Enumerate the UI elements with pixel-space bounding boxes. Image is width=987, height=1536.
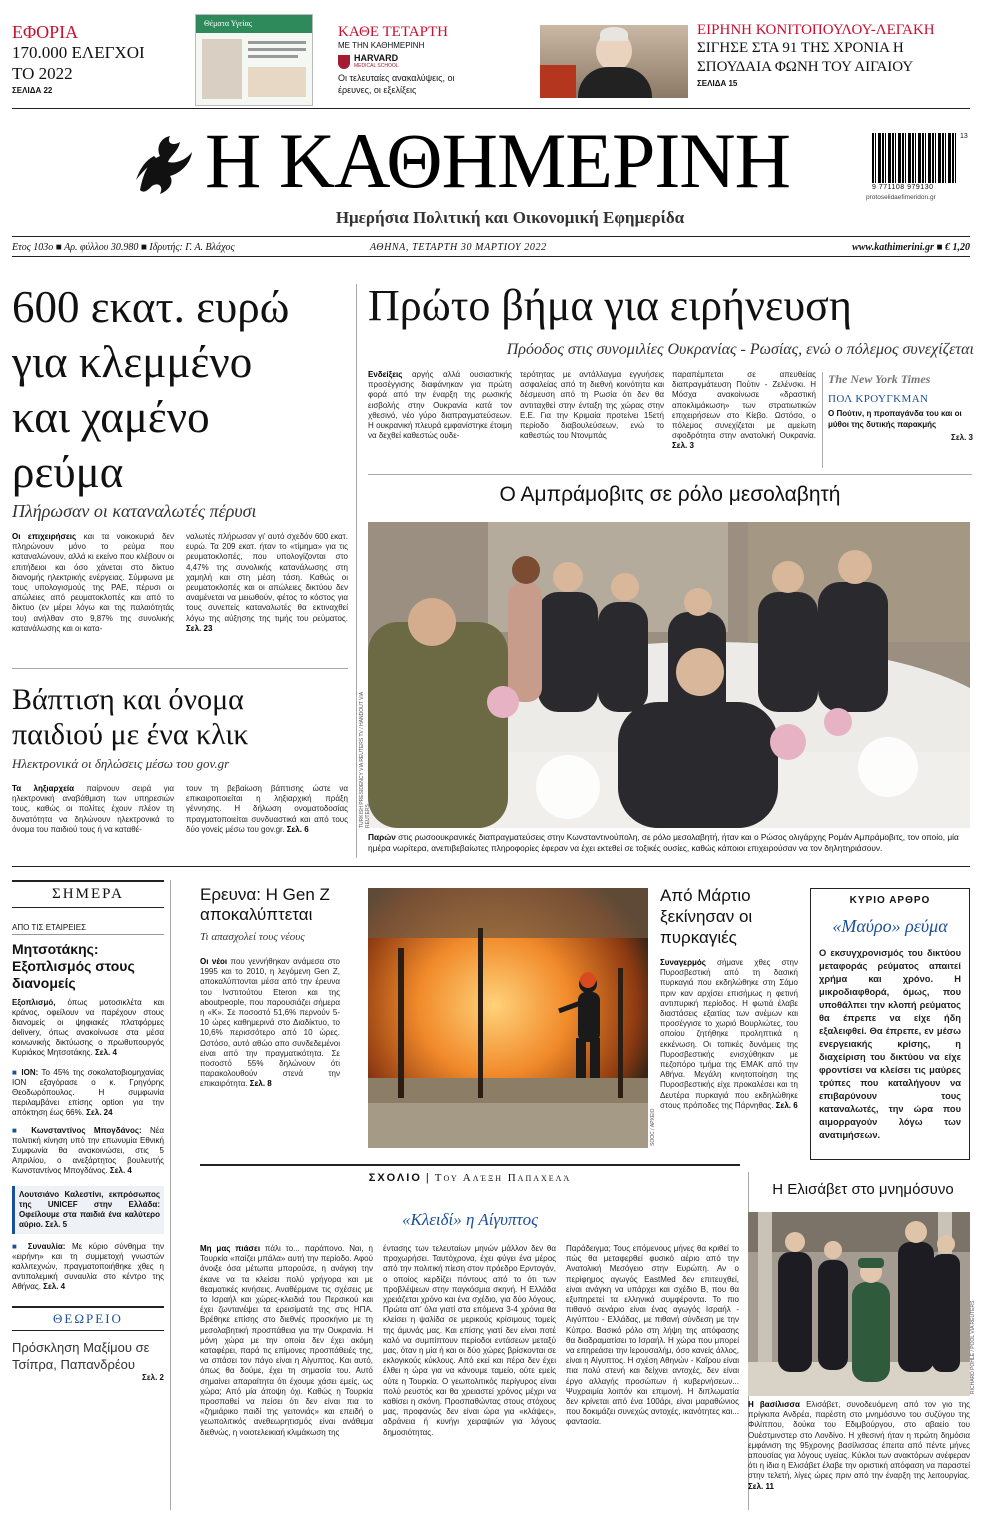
today-bogdanos[interactable]: ■ Κωνσταντίνος Μπογδάνος: Νέα πολιτική κίνηση υπό την επωνυμία Εθνική Συμφωνία θα ανακοινώσει, στις 5 Απριλίου, ο ανεξάρτητος βουλευτής Κωνσταντίνος Μπογδάνος. Σελ. 4 — [12, 1126, 164, 1175]
editorial-box[interactable] — [810, 888, 970, 1160]
teaser-health[interactable] — [338, 24, 478, 104]
negotiations-caption: Παρών στις ρωσοουκρανικές διαπραγματεύσεις στην Κωνσταντινούπολη, σε ρόλο μεσολαβητή, ήταν και ο Ρώσος ολιγάρχης Ρομάν Αμπράμοβιτς, τον οποίο, μία ημέρα νωρίτερα, ανεπιβεβαίωτες πληροφορίες έφεραν να έχει εκτεθεί σε τοξικές ουσίες, καθώς κάποιοι επιχειρούσαν να τον δηλητηριάσουν. — [368, 832, 959, 853]
comment-author: Του Αλέξη Παπαχελά — [434, 1172, 572, 1184]
nyt-page: Σελ. 3 — [951, 433, 973, 442]
story-baptism-deck: Ηλεκτρονικά οι δηλώσεις μέσω του gov.gr — [12, 756, 230, 771]
comment-title[interactable]: «Κλειδί» η Αίγυπτος — [402, 1210, 538, 1229]
main-col1: Ενδείξεις αργής αλλά ουσιαστικής προσέγγισης διαφάνηκαν για πρώτη φορά από την έναρξη της ρωσικής εισβολής στην Ουκρανία κατά τον χθεσινό, νέο γύρο διαπραγματεύσεων. Η ουκρανική πλευρά εμφανίστηκε έτοιμη να δεχθεί καθεστώς ουδε- — [368, 370, 512, 441]
story-electricity-col2: ναλωτές πλήρωσαν γι' αυτό σχεδόν 600 εκατ. ευρώ. Τα 209 εκατ. ήταν το «τίμημα» για τις ρευματοκλοπές, που υπολογίζονται στο 4,47% της συνολικής κατανάλωσης στη χαμηλή και στη μέση τάση. Καθώς οι ρευματοκλοπές και οι απώλειες δικτύου δεν αναμένεται να μειωθούν, φέτος το κόστος για τους συνεπείς καταναλωτές θα εκτιναχθεί λόγω της αύξησης της τιμής του ρεύματος. Σελ. 23 — [186, 532, 348, 633]
griffin-logo-icon — [130, 130, 196, 200]
masthead-subtitle: Ημερήσια Πολιτική και Οικονομική Εφημερίδα — [335, 208, 685, 227]
negotiations-photo-credit: TURKISH PRESIDENCY VIA REUTERS TV / HANDOUT VIA REUTERS — [359, 692, 371, 828]
story-electricity-headline: 600 εκατ. ευρώ για κλεμμένο και χαμένο ρεύμα — [12, 282, 290, 497]
main-headline[interactable]: Πρώτο βήμα για ειρήνευση — [368, 281, 852, 330]
teaser-singer[interactable] — [697, 22, 977, 102]
queen-headline[interactable]: Η Ελισάβετ στο μνημόσυνο — [772, 1181, 954, 1198]
comment-body — [200, 1244, 740, 1514]
harvard-shield-icon — [338, 55, 350, 69]
theorio-page: Σελ. 2 — [142, 1373, 164, 1382]
queen-photo-credit: RICHARD POHLE / POOL VIA REUTERS — [970, 1300, 976, 1394]
comment-col3: Παράδειγμα; Τους επόμενους μήνες θα κριθεί το πώς θα μεταφερθεί φυσικό αέριο από την Ανατολική Μεσόγειο στην Ευρώπη. Αν ο περίφημος αγωγός EastMed δεν επιτευχθεί, είναι ανάγκη να υπάρχει και σχέδιο Β, που θα εξυπηρετεί τα ελληνικά συμφέροντα. Το πιο πιθανό σενάριο είναι ένας αγωγός Ισραήλ - Αιγύπτου - Ελλάδας, με πιθανή σύνδεση με την Κύπρο. Βασικό ρόλο στη λήψη της απόφασης θα διαδραματίσει το Ισραήλ. Η χώρα που μπορεί να επηρεάσει την Ιερουσαλήμ, όσο κανείς άλλος, είναι η Αίγυπτος. Η σχέση Αθηνών - Καΐρου είναι πια πολύ στενή και δείχνει αντοχές, δεν είναι έργο αλλαγής προσώπων ή κυβερνήσεων... Ψυχραιμία λοιπόν και επιμονή. Η διπλωματία δεν κρίνεται από ένα 100άρι, είναι μαραθώνιος που δοκιμάζει συνεχώς αντοχές, ικανότητες και... φαντασία. — [566, 1244, 739, 1427]
theorio-text[interactable]: Πρόσκληση Μαξίμου σε Τσίπρα, Παπανδρέου — [12, 1340, 150, 1372]
teaser-tax-title: 170.000 ΕΛΕΓΧΟΙ ΤΟ 2022 — [12, 43, 145, 83]
story-fire-text: Συναγερμός σήμανε χθες στην Πυροσβεστική από τη δασική πυρκαγιά που εκδηλώθηκε στη Σάμο πριν καν αρχίσει επισήμως η φετινή αντιπυρική περίοδος. Η φωτιά έλαβε διαστάσεις εξαιτίας των ανέμων και προσέγγισε το χωριό Βουρλιώτες, του οποίου ζητήθηκε προληπτικά η εκκένωση. Οι τοπικές δυνάμεις της Πυροσβεστικής ενισχύθηκαν με πεζοπόρο τμήμα της ΕΜΑΚ από την Αθήνα. Μεγάλη κινητοποίηση της Πυροσβεστικής είχε προκαλέσει και τη Δευτέρα πυρκαγιά που εκδηλώθηκε στους πρόποδες της Πάρνηθας. Σελ. 6 — [660, 958, 798, 1110]
teaser-health-kicker: ΚΑΘΕ ΤΕΤΑΡΤΗ — [338, 24, 448, 40]
nyt-author: ΠΟΛ ΚΡΟΥΓΚΜΑΝ — [828, 393, 929, 405]
main-col2: τερότητας με αντάλλαγμα εγγυήσεις ασφαλείας από τη διεθνή κοινότητα και δέσμευση από τη Ρωσία ότι δεν θα αντιταχθεί στην ένταξη της χώρας στην Ε.Ε. Για την Κριμαία προτείνει 15ετή περίοδο διαβουλεύσεων, ενώ το καθεστώς του Ντονμπάς — [520, 370, 664, 441]
barcode-number: 9 771108 979130 — [872, 184, 934, 191]
teaser-tax-kicker: ΕΦΟΡΙΑ — [12, 22, 79, 42]
today-section — [12, 880, 164, 1510]
teaser-singer-kicker: ΕΙΡΗΝΗ ΚΟΝΙΤΟΠΟΥΛΟΥ-ΛΕΓΑΚΗ — [697, 22, 935, 38]
fire-photo[interactable] — [368, 888, 648, 1148]
barcode-issue: 13 — [960, 133, 968, 140]
nyt-logo: The New York Times — [828, 372, 931, 386]
info-right: www.kathimerini.gr ■ € 1,20 — [852, 242, 970, 253]
teaser-health-sub: ΜΕ ΤΗΝ ΚΑΘΗΜΕΡΙΝΗ — [338, 41, 425, 50]
comment-col1: Μη μας πιάσει πάλι το... παράπονο. Ναι, η Τουρκία «παίζει μπάλα» αυτή την περίοδο. Αφού άνοιξε όσα μέτωπα μπορούσε, η ανάγκη την έκανε να τα κλείσει πολύ γρήγορα και με θεαματικές κινήσεις. Αναθέρμανε τις σχέσεις με το Ισραήλ και χώρες-κλειδιά του Περσικού και έχει ζωντανέψει τα ερεισίματά της στις ΗΠΑ. Βρέθηκε επίσης στο διεθνές προσκήνιο με τη μεσολαβητική προσπάθεια για την Ουκρανία. Η μόνη χώρα με την οποία δεν έχει ακόμη καταφέρει, παρά τις επίμονες προσπάθειές της, να σπάσει τον πάγο είναι η Αίγυπτος. Και αυτό, όπως θα δούμε, έχει τη σημασία του. Αυτό σημαίνει απαραίτητα ότι έχουμε χάσει εμείς, ως χώρα; Από μία άποψη όχι. Καθώς η Τουρκία προσπαθεί να πείσει ότι δεν είναι πια το «ζημιάρικο παιδί της γειτονιάς» και επειδή ο γεωπολιτικός ανεθεωρητισμός είναι ανάθεμα διεθνώς, η νοιοτελεικιαή κλιμάκωση της — [200, 1244, 373, 1437]
today-unicef[interactable]: Λουτσιάνο Καλεστίνι, εκπρόσωπος της UNICEF στην Ελλάδα: Οφείλουμε στα παιδιά ένα καλύτερο αύριο. Σελ. 5 — [12, 1186, 164, 1234]
teaser-tax[interactable] — [12, 22, 182, 102]
info-left: Ετος 103ο ■ Αρ. φύλλου 30.980 ■ Ιδρυτής: Γ. Α. Βλάχος — [12, 242, 235, 253]
teaser-tax-page: ΣΕΛΙΔΑ 22 — [12, 86, 53, 95]
nyt-teaser[interactable] — [828, 372, 973, 468]
teaser-health-text: Οι τελευταίες ανακαλύψεις, οι έρευνες, οι εξελίξεις — [338, 73, 455, 95]
main-col3: παραπέμπεται σε απευθείας διαπραγμάτευση Πούτιν - Ζελένσκι. Η Μόσχα ανακοίνωσε «δραστική αποκλιμάκωση» των στρατιωτικών επιχειρήσεων στο Κίεβο. Ωστόσο, ο πόλεμος συνεχίζεται με αμείωτη σφοδρότητα στην ανατολική Ουκρανία. Σελ. 3 — [672, 370, 816, 451]
queen-photo[interactable] — [748, 1212, 970, 1396]
story-baptism-col1: Τα ληξιαρχεία παίρνουν σειρά για ηλεκτρονική αναβάθμιση των υπηρεσιών τους, καθώς οι πολίτες έχουν πλέον τη δυνατότητα να δηλώνουν ηλεκτρονικά το όνομα του παιδιού τους ή να καταθέ- — [12, 784, 174, 834]
teaser-health-thumb[interactable] — [195, 14, 313, 106]
fire-photo-credit: SOOC / ΑΡΧΕΙΟ — [650, 1108, 656, 1146]
editorial-label: ΚΥΡΙΟ ΑΡΘΡΟ — [849, 895, 931, 906]
comment-col2: έντασης των τελευταίων μηνών μάλλον δεν θα προχωρήσει. Ταυτόχρονα, έχει φύγει ένα μέρος από την πολιτική πίεση στον πρόεδρο Ερντογάν, ο οποίος κερδίζει πόντους από το ότι των προβλέψεων στην παγκόσμια σκηνή. Η Ελλάδα χρειάζεται χρόνο και ένα σχέδιο, για δύο λόγους. Πρώτα απ' όλα γιατί στα επόμενα 3-4 χρόνια θα κλείσει η ψαλίδα σε μερικούς κρίσιμους τομείς της άμυνάς μας. Και επίσης γιατί δεν είναι ποτέ καλό να συμπίπτουν περίοδοι εντάσεων μεταξύ μας, όταν η μία ή και οι δύο χώρες βρίσκονται σε εκλογικούς κύκλους. Από εκεί και πέρα δεν έχει έλθει η ώρα για να κάνουμε ταμείο, ούτε εμείς ούτε η Τουρκία. Ο γεωπολιτικός περίγυρος είναι πολύ ρευστός και θα χρειαστεί χρόνος μέχρι να καθίσει η σκόνη. Προσπαθώντας στους στόχους μας, προφανώς δεν είναι ώρα για «κλάψες», αδράνεια ή κυνήγι χειραψιών για λόγους δημοσιότητας. — [383, 1244, 556, 1437]
main-photo-headline: Ο Αμπράμοβιτς σε ρόλο μεσολαβητή — [499, 483, 841, 506]
main-body — [368, 370, 816, 470]
story-electricity[interactable] — [12, 280, 348, 660]
story-baptism-headline: Βάπτιση και όνομα παιδιού με ένα κλικ — [12, 683, 249, 751]
editorial-text: Ο εκσυγχρονισμός του δικτύου μεταφοράς ρεύματος απαιτεί χρήμα και χρόνο. Η μικροδιαφθορά, όμως, που υποθάλπει την κλοπή ρεύματος θα έπρεπε να είχε ήδη εξαλειφθεί. Θα έπρεπε, εν μέσω ενεργειακής κρίσης, η διαχείριση του δικτύου να είχε φροντίσει να κλείσει τις μαύρες τρύπες που καταλήγουν να επιβαρύνουν τους καταναλωτές, την ώρα που αιμορραγούν λόγω των ανατιμήσεων. — [819, 948, 961, 1140]
editorial-title: «Μαύρο» ρεύμα — [832, 916, 948, 936]
theorio-header: ΘΕΩΡΕΙΟ — [12, 1306, 164, 1331]
masthead-title: Η ΚΑΘΗΜΕΡΙΝΗ — [205, 117, 790, 204]
today-h1[interactable]: Μητσοτάκης: Εξοπλισμός στους διανομείς — [12, 941, 135, 991]
comment-byline: ΣΧΟΛΙΟ | Του Αλέξη Παπαχελά — [368, 1172, 572, 1184]
main-deck: Πρόοδος στις συνομιλίες Ουκρανίας - Ρωσίας, ενώ ο πόλεμος συνεχίζεται — [506, 341, 974, 358]
today-from: ΑΠΟ ΤΙΣ ΕΤΑΙΡΕΙΕΣ — [12, 923, 164, 935]
story-electricity-deck: Πλήρωσαν οι καταναλωτές πέρυσι — [12, 501, 257, 521]
story-genz-text: Οι νέοι που γεννήθηκαν ανάμεσα στο 1995 και το 2010, η λεγόμενη Gen Z, αποκαλύπτονται μέσα από την έρευνα του Ινστιτούτου Eteron και της aboutpeople, που παρουσιάζει σήμερα η «Κ». Σε ποσοστό 51,6% περνούν 5-10 ώρες καθημερινά στο Διαδίκτυο, το 10,6% περισσότερο από 10 ώρες. Ωστόσο, αυτό αθώο απο συνδεδεμένοι είναι από την πραγματικότητα. Σε ποσοστό 55% δηλώνουν ότι παρακολουθούν στενά την επικαιρότητα. Σελ. 8 — [200, 957, 340, 1089]
queen-caption: Η βασίλισσα Ελισάβετ, συνοδευόμενη από τον γιο της πρίγκιπα Ανδρέα, παρέστη στο μνημόσυνο του συζύγου της Φιλίππου, δούκα του Εδιμβούργου, στο αβαείο του Ουέστμινστερ στο Λονδίνο. Η χθεσινή ήταν η πρώτη δημόσια εμφάνιση της 95χρονης βασίλισσας έπειτα από πέντε μήνες απουσίας για λόγους υγείας. Κύκλοι των ανακτόρων ανέφεραν ότι η ίδια η Ελισάβετ έλαβε την οριστική απόφαση να παραστεί στην τελετή, λίγες ώρες πριν από την έναρξη της λειτουργίας. Σελ. 11 — [748, 1400, 970, 1491]
teaser-singer-title: ΣΙΓΗΣΕ ΣΤΑ 91 ΤΗΣ ΧΡΟΝΙΑ Η ΣΠΟΥΔΑΙΑ ΦΩΝΗ ΤΟΥ ΑΙΓΑΙΟΥ — [697, 40, 914, 75]
story-genz-headline: Ερευνα: Η Gen Z αποκαλύπτεται — [200, 885, 330, 924]
today-ion[interactable]: ■ ΙΟΝ: Το 45% της σοκολατοβιομηχανίας ΙΟΝ εξαγόρασε ο κ. Γρηγόρης Θεοδωρόπουλος. Η συμφωνία περιλαμβάνει επίσης option για την απόκτηση έως 66%. Σελ. 24 — [12, 1068, 164, 1117]
story-genz[interactable] — [200, 885, 360, 1155]
info-date: ΑΘΗΝΑ, ΤΕΤΑΡΤΗ 30 ΜΑΡΤΙΟΥ 2022 — [370, 242, 547, 253]
story-baptism-col2: τουν τη βεβαίωση βάπτισης ώστε να επικαιροποιείται η ληξιαρχική πράξη γέννησης. Η δήλωση ονοματοδοσίας πραγματοποιείται συνδυαστικά και από τους δύο γονείς μέσω του gov.gr. Σελ. 6 — [186, 784, 348, 834]
today-t1: Εξοπλισμό, όπως μοτοσικλέτα και κράνος, οφείλουν να παρέχουν στους διανομείς οι ψηφιακές πλατφόρμες delivery, όπως ανακοίνωσε στα μέσα κοινωνικής δικτύωσης ο πρωθυπουργός Κυριάκος Μητσοτάκης. Σελ. 4 — [12, 998, 164, 1057]
today-header: ΣΗΜΕΡΑ — [12, 880, 164, 908]
teaser-singer-page: ΣΕΛΙΔΑ 15 — [697, 79, 738, 88]
harvard-logo: HARVARD — [354, 53, 399, 63]
story-electricity-col1: Οι επιχειρήσεις και τα νοικοκυριά δεν πληρώνουν μόνο το ρεύμα που καταναλώνουν, αλλά κι εκείνο που κλέβουν οι επιτήδειοι και όσο χάνεται στο δίκτυο διανομής ηλεκτρικής ενέργειας. Σύμφωνα με τους υπολογισμούς της ΡΑΕ, πέρυσι οι απώλειες από ρευματοκλοπές και από το δίκτυο (εν μέρει λόγω και της παλαιότητάς του) ανήλθαν στο 9,87% της συνολικής κατανάλωσης και οι κατα- — [12, 532, 174, 633]
today-concert[interactable]: ■ Συναυλία: Με κύριο σύνθημα την «ειρήνη» και τη συμμετοχή γνωστών καλλιτεχνών, πραγματοποιήθηκε χθες η αντιπολεμική συναυλία στο κέντρο της Αθήνας. Σελ. 4 — [12, 1242, 164, 1291]
story-fire[interactable] — [660, 885, 800, 1155]
barcode-site: protoselidaefimeridon.gr — [866, 194, 936, 201]
story-fire-headline: Από Μάρτιο ξεκίνησαν οι πυρκαγιές — [660, 886, 753, 947]
negotiations-photo[interactable] — [368, 522, 970, 828]
story-genz-deck: Τι απασχολεί τους νέους — [200, 931, 305, 943]
teaser-singer-photo[interactable] — [540, 25, 688, 98]
health-thumb-title: Θέματα Υγείας — [196, 15, 312, 33]
nyt-text: Ο Πούτιν, η προπαγάνδα του και οι μύθοι της δυτικής παρακμής — [828, 409, 962, 429]
story-baptism[interactable] — [12, 682, 348, 857]
barcode — [866, 133, 970, 205]
comment-label: ΣΧΟΛΙΟ — [368, 1172, 422, 1184]
harvard-logo-sub: MEDICAL SCHOOL — [354, 63, 399, 69]
